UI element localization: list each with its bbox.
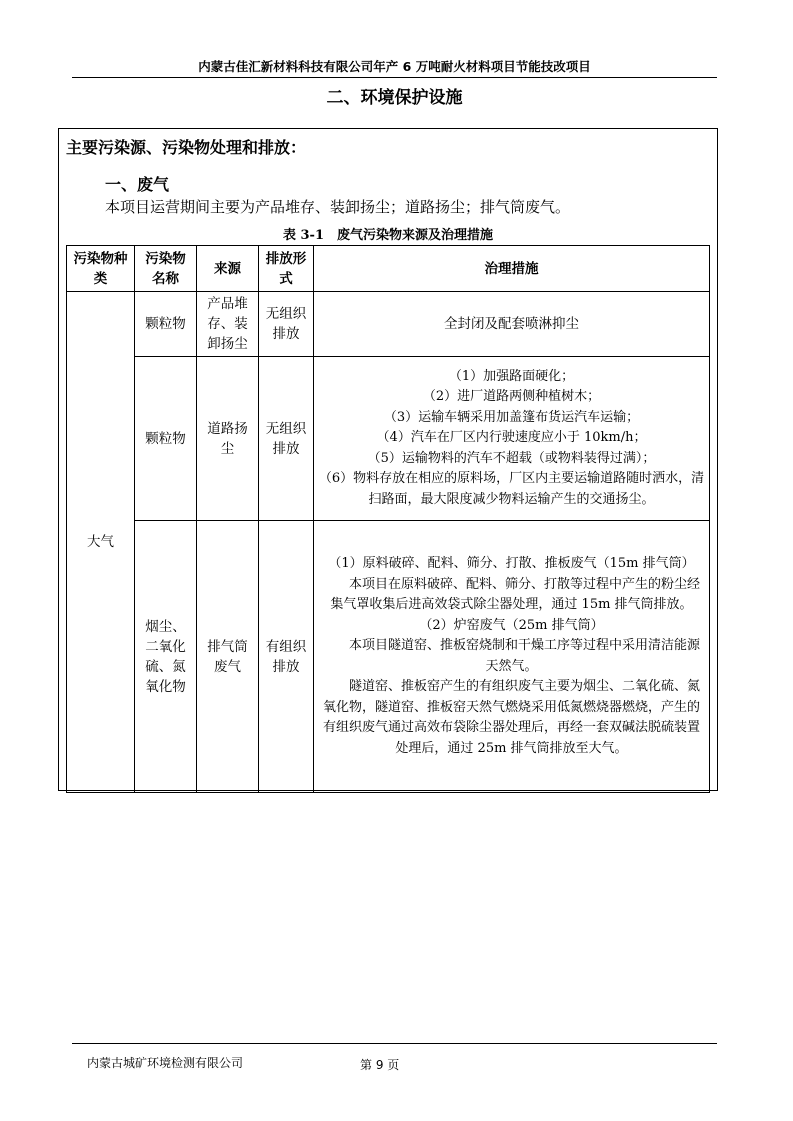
source-cell: 产品堆存、装卸扬尘	[197, 292, 259, 357]
measures-cell	[314, 521, 710, 793]
table-row	[67, 357, 710, 521]
pollutant-cell: 烟尘、二氧化硫、氮氧化物	[135, 521, 197, 793]
measure-item: （3）运输车辆采用加盖篷布货运汽车运输；	[383, 409, 640, 425]
col-header-category: 污染物种类	[67, 246, 135, 292]
measure-paragraph: 本项目隧道窑、推板窑烧制和干燥工序等过程中采用清洁能源天然气。	[348, 638, 700, 674]
document-header: 内蒙古佳汇新材料科技有限公司年产 6 万吨耐火材料项目节能技改项目	[198, 59, 591, 74]
emission-cell: 无组织排放	[259, 292, 314, 357]
measure-item: （2）进厂道路两侧种植树木；	[422, 389, 601, 405]
table-caption: 表 3-1 废气污染物来源及治理措施	[282, 228, 493, 243]
measure-item: （2）炉窑废气（25m 排气筒）	[419, 617, 604, 633]
pollutant-cell: 颗粒物	[135, 292, 197, 357]
measure-paragraph: 隧道窑、推板窑产生的有组织废气主要为烟尘、二氧化硫、氮氧化物，隧道窑、推板窑天然气燃烧采用低氮燃烧器燃烧，产生的有组织废气通过高效布袋除尘器处理后，再经一套双碱法脱硫装置处理后，通过 25m 排气筒排放至大气。	[322, 679, 700, 756]
page-number: 第 9 页	[360, 1058, 400, 1072]
emission-cell: 无组织排放	[259, 357, 314, 521]
col-header-pollutant: 污染物名称	[135, 246, 197, 292]
section-title: 二、环境保护设施	[326, 88, 463, 108]
pollution-table	[66, 245, 710, 793]
intro-paragraph: 本项目运营期间主要为产品堆存、装卸扬尘；道路扬尘；排气筒废气。	[105, 198, 571, 216]
category-cell: 大气	[67, 292, 135, 793]
table-header-row	[67, 246, 710, 292]
main-heading: 主要污染源、污染物处理和排放：	[66, 138, 307, 157]
measure-item: （1）原料破碎、配料、筛分、打散、推板废气（15m 排气筒）	[328, 556, 695, 571]
measure-paragraph: 本项目在原料破碎、配料、筛分、打散等过程中产生的粉尘经集气罩收集后进高效袋式除尘器处理，通过 15m 排气筒排放。	[330, 576, 700, 612]
footer-divider	[72, 1043, 717, 1044]
emission-cell: 有组织排放	[259, 521, 314, 793]
measures-cell: 全封闭及配套喷淋抑尘	[314, 292, 710, 357]
col-header-measures: 治理措施	[314, 246, 710, 292]
table-row	[67, 292, 710, 357]
header-divider	[72, 77, 717, 78]
sub-heading: 一、废气	[105, 175, 170, 194]
measure-item: （5）运输物料的汽车不超载（或物料装得过满）；	[367, 450, 656, 466]
source-cell: 道路扬尘	[197, 357, 259, 521]
col-header-emission: 排放形式	[259, 246, 314, 292]
source-cell: 排气筒废气	[197, 521, 259, 793]
table-row	[67, 521, 710, 793]
measures-cell	[314, 357, 710, 521]
measure-item: （1）加强路面硬化；	[448, 368, 575, 384]
footer-company: 内蒙古城矿环境检测有限公司	[87, 1056, 244, 1070]
measure-item: （4）汽车在厂区内行驶速度应小于 10km/h；	[376, 430, 647, 446]
pollutant-cell: 颗粒物	[135, 357, 197, 521]
col-header-source: 来源	[197, 246, 259, 292]
measure-item: （6）物料存放在相应的原料场，厂区内主要运输道路随时洒水，清扫路面，最大限度减少物料运输产生的交通扬尘。	[318, 471, 705, 507]
